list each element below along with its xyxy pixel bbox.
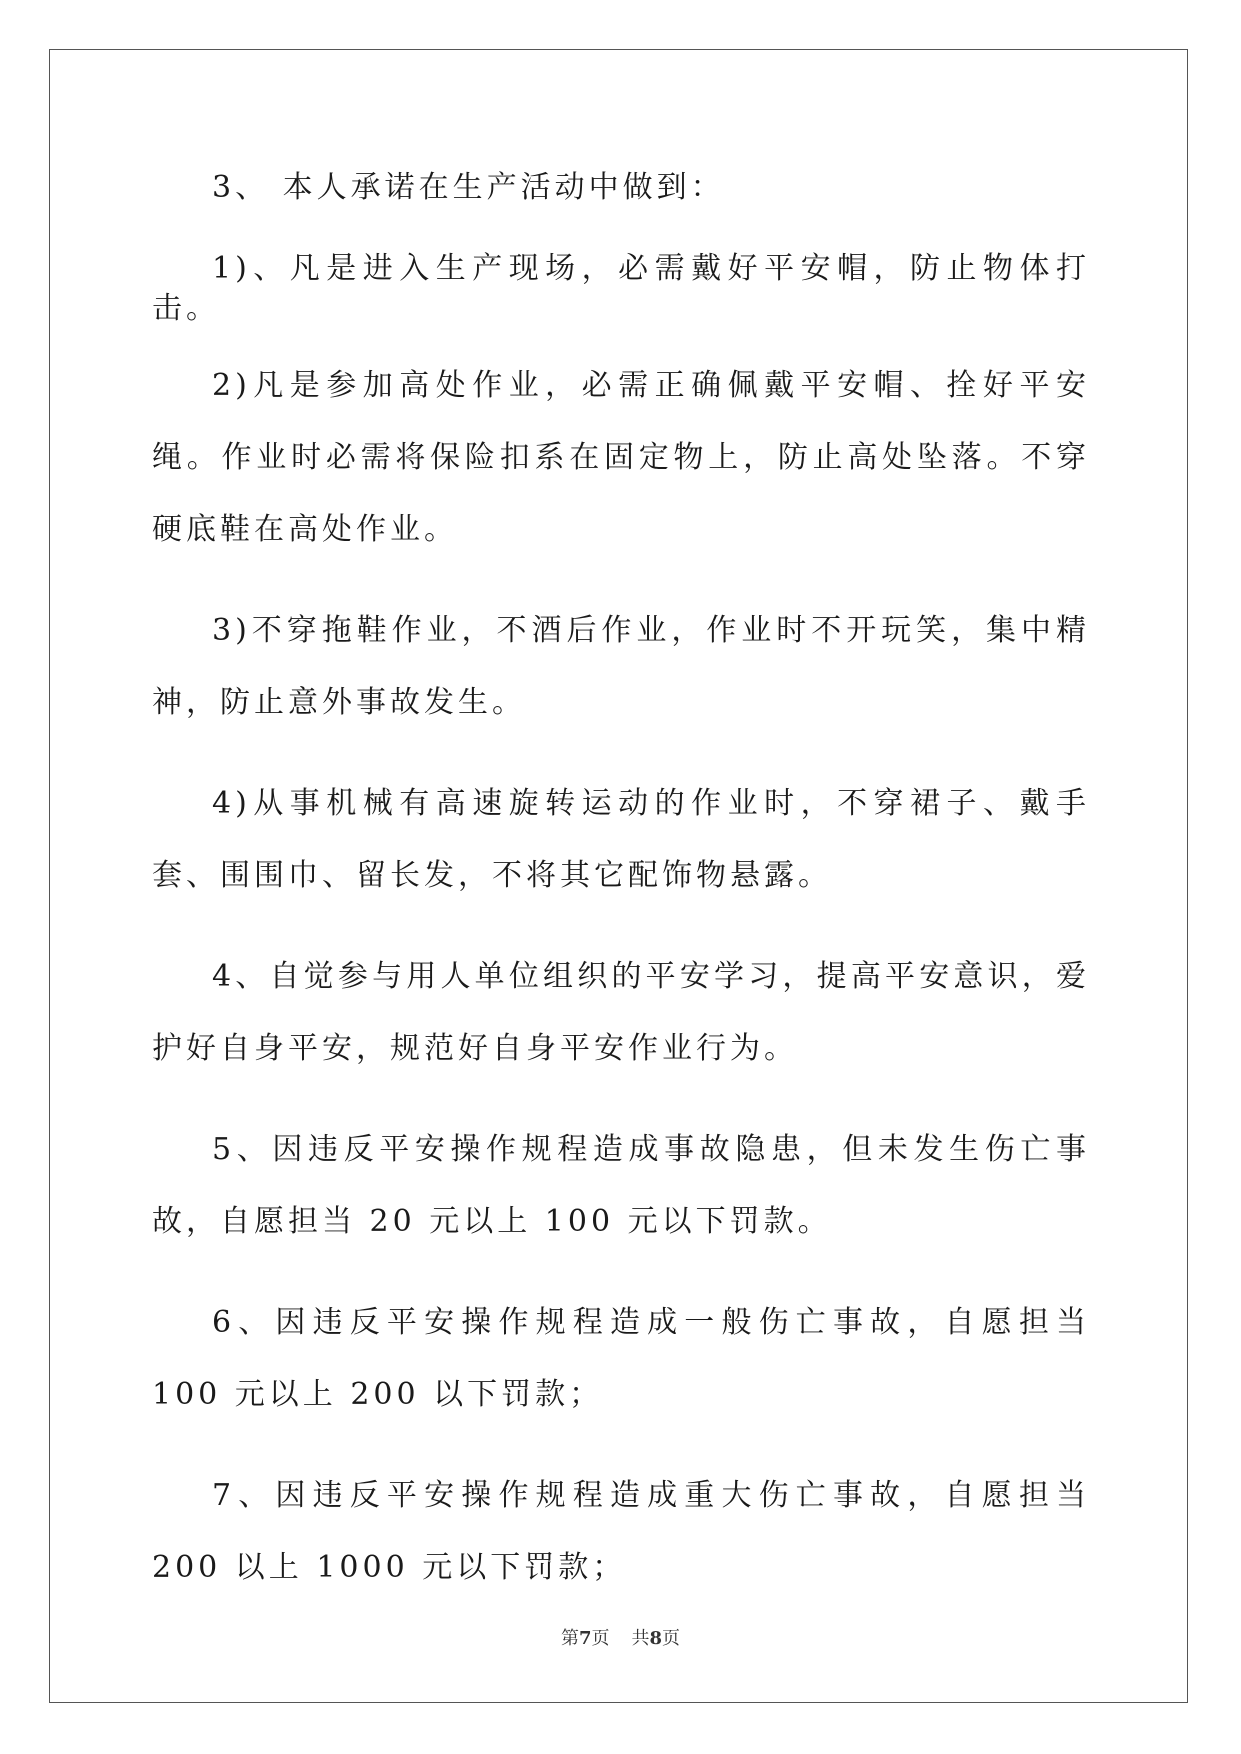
- paragraph-item-3: 3)不穿拖鞋作业，不酒后作业，作业时不开玩笑，集中精神，防止意外事故发生。: [152, 613, 1090, 720]
- paragraph-item-1: 1)、凡是进入生产现场，必需戴好平安帽，防止物体打击。: [152, 251, 1090, 326]
- paragraph-clause-5: 5、因违反平安操作规程造成事故隐患，但未发生伤亡事故，自愿担当 20 元以上 100 元以下罚款。: [152, 1132, 1090, 1239]
- footer-total-suffix: 页: [662, 1628, 681, 1649]
- paragraph-item-2: 2)凡是参加高处作业，必需正确佩戴平安帽、拴好平安绳。作业时必需将保险扣系在固定物上，防止高处坠落。不穿硬底鞋在高处作业。: [152, 368, 1090, 547]
- paragraph-clause-6: 6、因违反平安操作规程造成一般伤亡事故，自愿担当 100 元以上 200 以下罚款；: [152, 1305, 1090, 1412]
- footer-page-prefix: 第: [560, 1628, 579, 1649]
- paragraph-item-4: 4)从事机械有高速旋转运动的作业时，不穿裙子、戴手套、围围巾、留长发，不将其它配饰物悬露。: [152, 786, 1090, 893]
- paragraph-commitment-heading: 3、 本人承诺在生产活动中做到：: [212, 170, 725, 205]
- paragraph-clause-7: 7、因违反平安操作规程造成重大伤亡事故，自愿担当 200 以上 1000 元以下罚款；: [152, 1478, 1090, 1585]
- footer-page-total: 8: [649, 1628, 663, 1649]
- paragraph-clause-4: 4、自觉参与用人单位组织的平安学习，提高平安意识，爱护好自身平安，规范好自身平安作业行为。: [152, 959, 1090, 1066]
- footer-total-prefix: 共: [631, 1628, 650, 1649]
- document-body: [152, 168, 1090, 1645]
- footer-page-current: 7: [578, 1628, 592, 1649]
- page-footer: [0, 1624, 1241, 1650]
- footer-page-suffix: 页: [591, 1628, 610, 1649]
